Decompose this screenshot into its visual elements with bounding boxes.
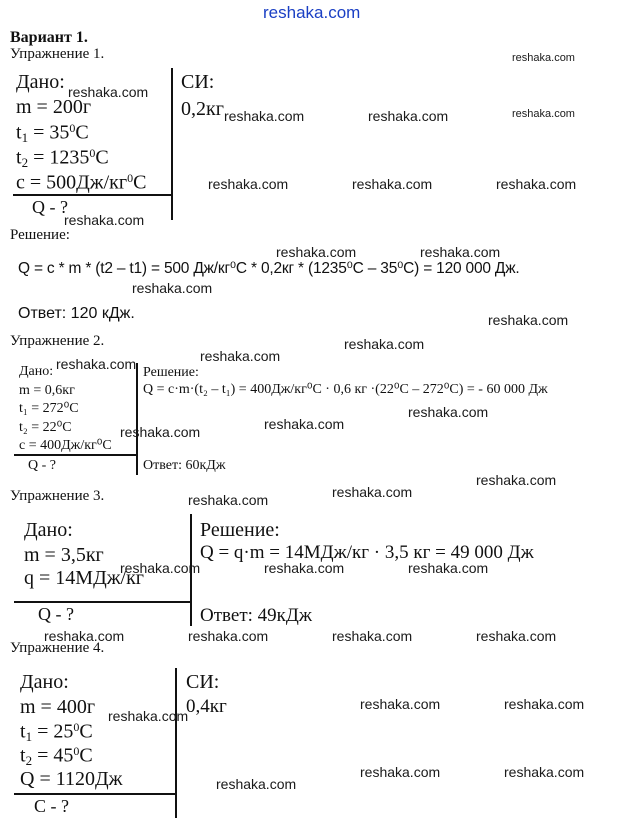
ex1-answer: Ответ: 120 кДж.	[18, 305, 135, 322]
exercise-4-title: Упражнение 4.	[10, 640, 105, 656]
watermark: reshaka.com	[332, 484, 413, 500]
watermark: reshaka.com	[360, 764, 441, 780]
ex2-mass: m = 0,6кг	[19, 383, 75, 398]
watermark: reshaka.com	[200, 348, 281, 364]
watermark: reshaka.com	[344, 336, 425, 352]
watermark: reshaka.com	[264, 560, 345, 576]
ex1-t2: $t_2 = 1235^0C$	[16, 146, 109, 170]
ex2-find: Q - ?	[28, 458, 56, 473]
ex1-formula: Q = c * m * (t2 – t1) = 500 Дж/кг⁰C * 0,2кг * (1235⁰C – 35⁰C) = 120 000 Дж.	[18, 260, 520, 277]
ex3-mass: m = 3,5кг	[24, 544, 104, 566]
watermark: reshaka.com	[476, 628, 557, 644]
ex4-t1: $t_1 = 25^0C$	[20, 720, 93, 744]
ex2-given-label: Дано:	[19, 364, 54, 379]
ex2-answer: Ответ: 60кДж	[143, 458, 226, 473]
ex1-t1: $t_1 = 35^0C$	[16, 121, 89, 145]
watermark: reshaka.com	[216, 776, 297, 792]
ex3-q: q = 14МДж/кг	[24, 567, 144, 589]
header-watermark: reshaka.com	[263, 3, 361, 22]
watermark: reshaka.com	[476, 472, 557, 488]
ex3-find: Q - ?	[38, 604, 74, 624]
watermark: reshaka.com	[120, 560, 201, 576]
ex3-given-label: Дано:	[24, 519, 73, 541]
watermark: reshaka.com	[64, 212, 145, 228]
ex1-solution-label: Решение:	[10, 227, 70, 243]
watermark: reshaka.com	[188, 492, 269, 508]
watermark: reshaka.com	[488, 312, 569, 328]
ex4-si-divider	[175, 668, 177, 818]
ex1-si-value: 0,2кг	[181, 98, 224, 120]
ex2-given-divider	[14, 454, 138, 456]
ex2-formula: Q = c·m·(t₂ – t₁) = 400Дж/кг⁰C · 0,6 кг ·(22⁰C – 272⁰C) = - 60 000 Дж	[143, 382, 548, 397]
watermark: reshaka.com	[512, 52, 575, 64]
watermark: reshaka.com	[352, 176, 433, 192]
watermark: reshaka.com	[68, 84, 149, 100]
watermark: reshaka.com	[360, 696, 441, 712]
watermark: reshaka.com	[264, 416, 345, 432]
watermark: reshaka.com	[332, 628, 413, 644]
ex4-si-value: 0,4кг	[186, 696, 227, 717]
ex1-si-label: СИ:	[181, 71, 215, 93]
ex1-c: $c = 500Дж/кг^0C$	[16, 171, 147, 194]
watermark: reshaka.com	[56, 356, 137, 372]
ex3-answer: Ответ: 49кДж	[200, 605, 312, 626]
ex3-formula: Q = q·m = 14МДж/кг · 3,5 кг = 49 000 Дж	[200, 542, 534, 563]
watermark: reshaka.com	[504, 764, 585, 780]
ex3-solution-label: Решение:	[200, 519, 280, 541]
exercise-3-title: Упражнение 3.	[10, 488, 105, 504]
watermark: reshaka.com	[420, 244, 501, 260]
ex4-find: C - ?	[34, 796, 69, 816]
watermark: reshaka.com	[408, 404, 489, 420]
watermark: reshaka.com	[408, 560, 489, 576]
watermark: reshaka.com	[108, 708, 189, 724]
ex4-given-divider	[14, 793, 176, 795]
ex2-t1: t₁ = 272⁰C	[19, 401, 79, 416]
ex2-t2: t₂ = 22⁰C	[19, 420, 72, 435]
ex4-given-label: Дано:	[20, 671, 69, 693]
ex4-mass: m = 400г	[20, 696, 96, 718]
ex1-given-label: Дано:	[16, 71, 65, 93]
variant-title: Вариант 1.	[10, 29, 88, 46]
watermark: reshaka.com	[496, 176, 577, 192]
ex1-given-divider	[13, 194, 173, 196]
watermark: reshaka.com	[368, 108, 449, 124]
exercise-1-title: Упражнение 1.	[10, 46, 105, 62]
exercise-2-title: Упражнение 2.	[10, 333, 105, 349]
watermark: reshaka.com	[132, 280, 213, 296]
watermark: reshaka.com	[504, 696, 585, 712]
watermark: reshaka.com	[120, 424, 201, 440]
watermark: reshaka.com	[208, 176, 289, 192]
watermark: reshaka.com	[44, 628, 125, 644]
ex2-solution-label: Решение:	[143, 365, 199, 380]
watermark: reshaka.com	[224, 108, 305, 124]
watermark: reshaka.com	[276, 244, 357, 260]
ex1-find: Q - ?	[32, 197, 68, 217]
ex2-divider	[136, 363, 138, 475]
ex4-t2: $t_2 = 45^0C$	[20, 744, 93, 768]
ex4-si-label: СИ:	[186, 671, 220, 693]
ex2-c: c = 400Дж/кг⁰C	[19, 438, 112, 453]
ex1-si-divider	[171, 68, 173, 220]
ex3-given-divider	[14, 601, 192, 603]
ex1-mass: m = 200г	[16, 96, 92, 118]
watermark: reshaka.com	[512, 108, 575, 120]
watermark: reshaka.com	[188, 628, 269, 644]
ex4-heat: Q = 1120Дж	[20, 768, 123, 790]
